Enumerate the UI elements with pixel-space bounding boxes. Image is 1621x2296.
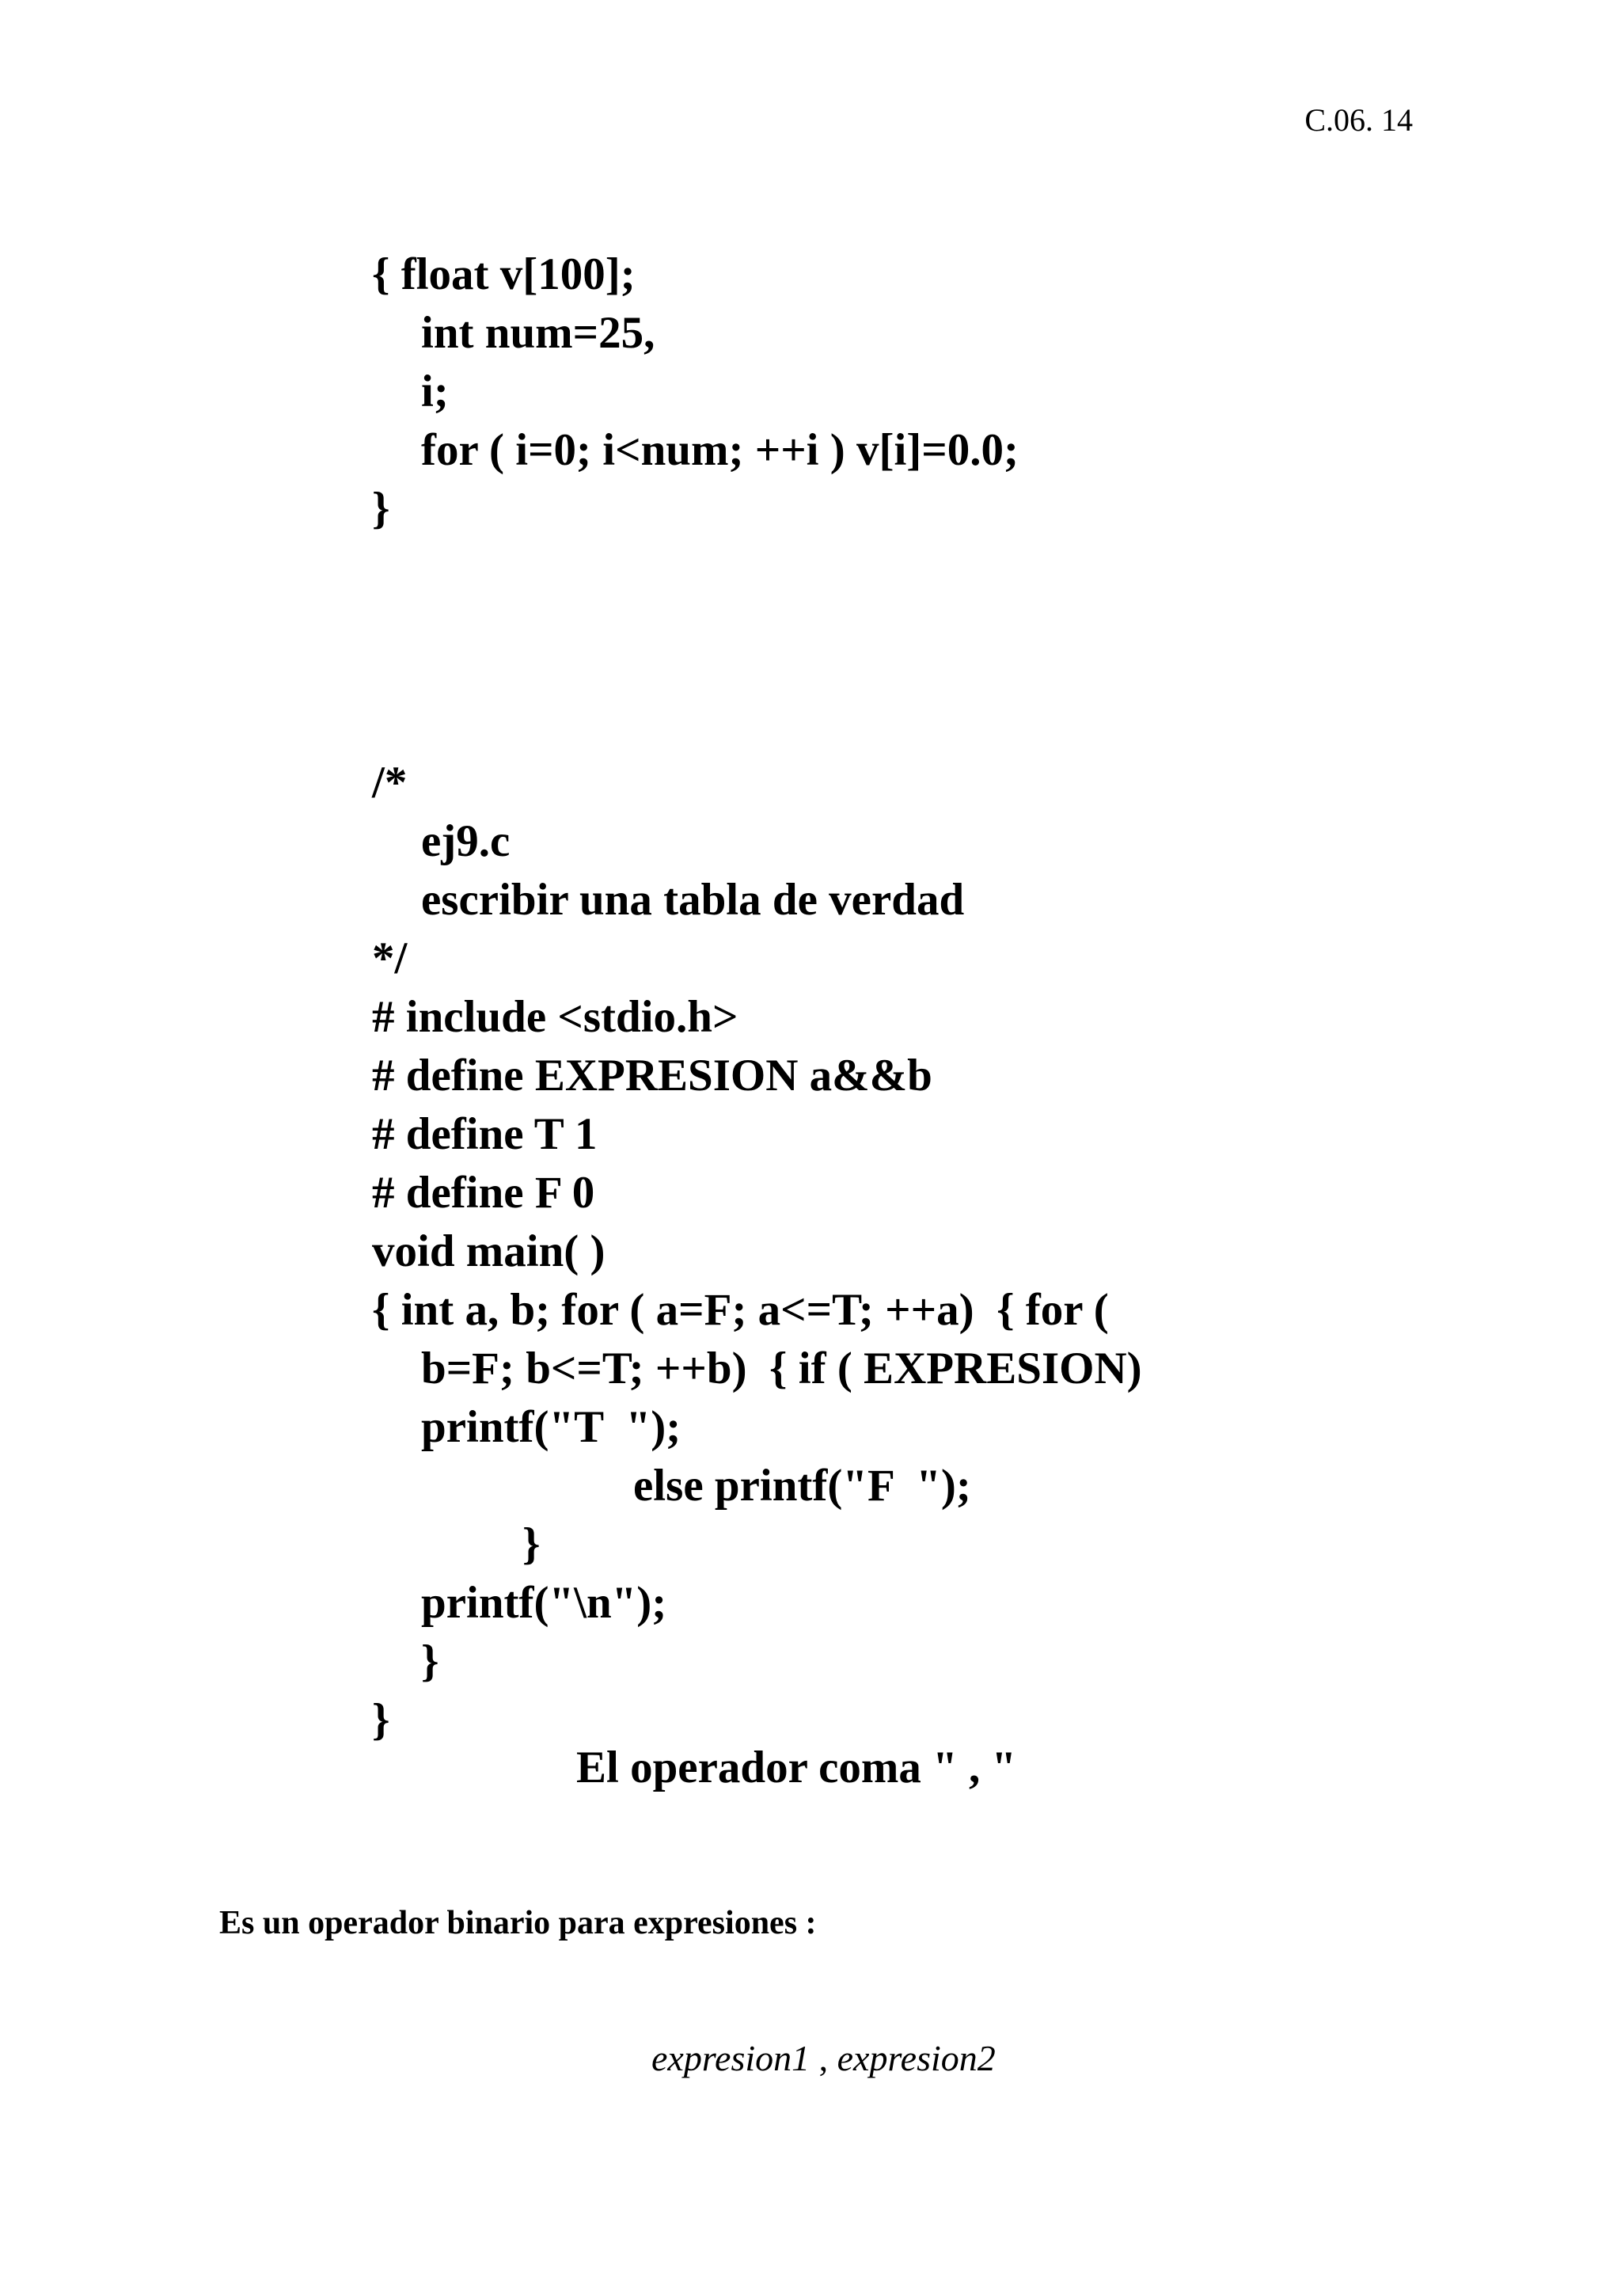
code-line: escribir una tabla de verdad (421, 875, 965, 925)
code-line: # define EXPRESION a&&b (372, 1051, 932, 1100)
code-line: for ( i=0; i<num; ++i ) v[i]=0.0; (421, 425, 1019, 475)
code-line: else printf("F "); (633, 1461, 971, 1511)
code-line: # define T 1 (372, 1109, 598, 1159)
code-line: i; (421, 367, 449, 416)
code-line: # define F 0 (372, 1168, 595, 1218)
paragraph: Es un operador binario para expresiones : (219, 1905, 817, 1941)
code-line: } (372, 1695, 390, 1745)
code-line: b=F; b<=T; ++b) { if ( EXPRESION) (421, 1344, 1142, 1393)
code-line: # include <stdio.h> (372, 992, 738, 1042)
code-line: ej9.c (421, 816, 511, 866)
code-line: { int a, b; for ( a=F; a<=T; ++a) { for ( (372, 1285, 1109, 1335)
code-line: } (372, 484, 390, 534)
page-number: C.06. 14 (1304, 102, 1413, 138)
section-heading: El operador coma " , " (576, 1743, 1017, 1792)
code-line: { float v[100]; (372, 249, 636, 299)
code-line: } (421, 1636, 439, 1686)
code-line: int num=25, (421, 308, 655, 358)
code-line: /* (372, 758, 408, 808)
formula-separator: , (810, 2038, 837, 2078)
code-line: } (522, 1519, 541, 1569)
code-line: printf("\n"); (421, 1578, 667, 1628)
formula (633, 1995, 996, 2079)
code-line: void main( ) (372, 1226, 606, 1276)
code-line: printf("T "); (421, 1402, 681, 1452)
formula-right: expresion2 (837, 2038, 996, 2078)
formula-left: expresion1 (651, 2038, 810, 2078)
code-line: */ (372, 933, 408, 983)
